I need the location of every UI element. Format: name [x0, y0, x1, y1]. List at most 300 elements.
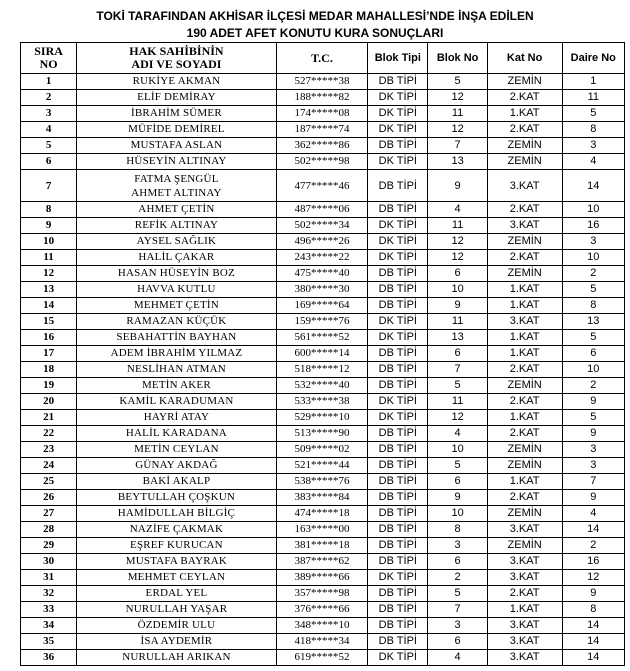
row-tc-cell: 174*****08: [276, 106, 367, 122]
row-blok-tipi-cell: DB TİPİ: [368, 362, 428, 378]
row-kat-no-cell: ZEMİN: [487, 538, 562, 554]
row-name-cell: ELİF DEMİRAY: [77, 90, 277, 106]
document-title-line-2: 190 ADET AFET KONUTU KURA SONUÇLARI: [186, 26, 444, 40]
row-blok-no-cell: 12: [428, 234, 487, 250]
row-daire-no-cell: 6: [562, 346, 624, 362]
header-sira-line1: SIRA: [34, 44, 63, 58]
row-daire-no-cell: 3: [562, 234, 624, 250]
row-sira-cell: 26: [21, 490, 77, 506]
row-sira-cell: 24: [21, 458, 77, 474]
row-blok-tipi-cell: DB TİPİ: [368, 554, 428, 570]
row-name-cell: NAZİFE ÇAKMAK: [77, 522, 277, 538]
row-name-cell: BEYTULLAH ÇOŞKUN: [77, 490, 277, 506]
row-kat-no-cell: 1.KAT: [487, 282, 562, 298]
row-sira-cell: 33: [21, 602, 77, 618]
table-row: [21, 234, 625, 250]
row-blok-tipi-cell: DB TİPİ: [368, 426, 428, 442]
table-row: [21, 202, 625, 218]
row-tc-cell: 477*****46: [276, 170, 367, 202]
row-blok-tipi-cell: DK TİPİ: [368, 394, 428, 410]
row-kat-no-cell: ZEMİN: [487, 506, 562, 522]
document-title-line-1: TOKİ TARAFINDAN AKHİSAR İLÇESİ MEDAR MAHALLESİ’NDE İNŞA EDİLEN: [96, 9, 534, 23]
row-tc-cell: 243*****22: [276, 250, 367, 266]
row-sira-cell: 8: [21, 202, 77, 218]
row-blok-no-cell: 13: [428, 154, 487, 170]
row-name-cell: RAMAZAN KÜÇÜK: [77, 314, 277, 330]
row-blok-tipi-cell: DB TİPİ: [368, 586, 428, 602]
table-row: [21, 298, 625, 314]
row-blok-tipi-cell: DB TİPİ: [368, 506, 428, 522]
row-kat-no-cell: ZEMİN: [487, 138, 562, 154]
row-blok-tipi-cell: DB TİPİ: [368, 266, 428, 282]
row-tc-cell: 513*****90: [276, 426, 367, 442]
row-kat-no-cell: 3.KAT: [487, 554, 562, 570]
row-blok-tipi-cell: DB TİPİ: [368, 138, 428, 154]
header-name: [77, 43, 277, 74]
row-sira-cell: 4: [21, 122, 77, 138]
row-name-cell: MUSTAFA ASLAN: [77, 138, 277, 154]
table-row: [21, 314, 625, 330]
row-blok-tipi-cell: DB TİPİ: [368, 202, 428, 218]
table-row: [21, 570, 625, 586]
row-kat-no-cell: ZEMİN: [487, 154, 562, 170]
row-blok-tipi-cell: DB TİPİ: [368, 170, 428, 202]
row-sira-cell: 23: [21, 442, 77, 458]
row-daire-no-cell: 3: [562, 138, 624, 154]
row-sira-cell: 36: [21, 650, 77, 666]
row-sira-cell: 27: [21, 506, 77, 522]
row-blok-no-cell: 5: [428, 74, 487, 90]
row-name-cell: EŞREF KURUCAN: [77, 538, 277, 554]
row-blok-tipi-cell: DK TİPİ: [368, 90, 428, 106]
row-kat-no-cell: 2.KAT: [487, 122, 562, 138]
row-blok-no-cell: 10: [428, 282, 487, 298]
row-name-cell: HAVVA KUTLU: [77, 282, 277, 298]
row-tc-cell: 383*****84: [276, 490, 367, 506]
table-row: [21, 74, 625, 90]
row-kat-no-cell: ZEMİN: [487, 234, 562, 250]
row-name-cell: NESLİHAN ATMAN: [77, 362, 277, 378]
row-name-cell: HALİL ÇAKAR: [77, 250, 277, 266]
row-kat-no-cell: 2.KAT: [487, 426, 562, 442]
row-name-cell: METİN AKER: [77, 378, 277, 394]
row-kat-no-cell: 1.KAT: [487, 298, 562, 314]
row-sira-cell: 7: [21, 170, 77, 202]
row-sira-cell: 15: [21, 314, 77, 330]
table-row: [21, 522, 625, 538]
row-sira-cell: 2: [21, 90, 77, 106]
row-blok-no-cell: 9: [428, 490, 487, 506]
row-daire-no-cell: 14: [562, 170, 624, 202]
row-tc-cell: 376*****66: [276, 602, 367, 618]
row-tc-cell: 418*****34: [276, 634, 367, 650]
row-blok-tipi-cell: DK TİPİ: [368, 234, 428, 250]
row-blok-no-cell: 11: [428, 218, 487, 234]
row-kat-no-cell: 3.KAT: [487, 634, 562, 650]
row-kat-no-cell: 3.KAT: [487, 314, 562, 330]
table-row: [21, 394, 625, 410]
row-blok-tipi-cell: DB TİPİ: [368, 458, 428, 474]
table-body: [21, 74, 625, 666]
row-daire-no-cell: 9: [562, 426, 624, 442]
row-blok-tipi-cell: DB TİPİ: [368, 634, 428, 650]
row-name-cell: HAMİDULLAH BİLGİÇ: [77, 506, 277, 522]
row-sira-cell: 13: [21, 282, 77, 298]
row-blok-tipi-cell: DK TİPİ: [368, 218, 428, 234]
row-daire-no-cell: 2: [562, 538, 624, 554]
row-kat-no-cell: 3.KAT: [487, 650, 562, 666]
row-name-cell: İSA AYDEMİR: [77, 634, 277, 650]
row-tc-cell: 381*****18: [276, 538, 367, 554]
row-daire-no-cell: 14: [562, 650, 624, 666]
table-row: [21, 250, 625, 266]
row-tc-cell: 561*****52: [276, 330, 367, 346]
row-blok-no-cell: 10: [428, 442, 487, 458]
row-blok-no-cell: 4: [428, 426, 487, 442]
row-blok-no-cell: 12: [428, 90, 487, 106]
row-daire-no-cell: 4: [562, 154, 624, 170]
row-blok-no-cell: 10: [428, 506, 487, 522]
row-tc-cell: 474*****18: [276, 506, 367, 522]
row-tc-cell: 380*****30: [276, 282, 367, 298]
row-sira-cell: 25: [21, 474, 77, 490]
row-name-cell: MUSTAFA BAYRAK: [77, 554, 277, 570]
row-blok-tipi-cell: DK TİPİ: [368, 330, 428, 346]
row-tc-cell: 533*****38: [276, 394, 367, 410]
row-sira-cell: 10: [21, 234, 77, 250]
row-daire-no-cell: 14: [562, 522, 624, 538]
row-daire-no-cell: 7: [562, 474, 624, 490]
row-blok-tipi-cell: DB TİPİ: [368, 618, 428, 634]
row-sira-cell: 32: [21, 586, 77, 602]
row-kat-no-cell: 3.KAT: [487, 570, 562, 586]
row-blok-no-cell: 8: [428, 522, 487, 538]
table-row: [21, 538, 625, 554]
row-kat-no-cell: ZEMİN: [487, 442, 562, 458]
row-tc-cell: 348*****10: [276, 618, 367, 634]
row-blok-no-cell: 6: [428, 266, 487, 282]
table-row: [21, 442, 625, 458]
row-name-cell: AYSEL SAĞLIK: [77, 234, 277, 250]
table-row: [21, 458, 625, 474]
row-blok-tipi-cell: DB TİPİ: [368, 490, 428, 506]
row-daire-no-cell: 10: [562, 202, 624, 218]
row-sira-cell: 21: [21, 410, 77, 426]
row-name-cell: SEBAHATTİN BAYHAN: [77, 330, 277, 346]
table-row: [21, 506, 625, 522]
row-blok-no-cell: 2: [428, 570, 487, 586]
row-blok-tipi-cell: DK TİPİ: [368, 570, 428, 586]
row-blok-tipi-cell: DB TİPİ: [368, 378, 428, 394]
row-kat-no-cell: ZEMİN: [487, 266, 562, 282]
row-daire-no-cell: 11: [562, 90, 624, 106]
table-row: [21, 218, 625, 234]
row-blok-no-cell: 5: [428, 378, 487, 394]
table-row: [21, 586, 625, 602]
row-blok-tipi-cell: DK TİPİ: [368, 154, 428, 170]
table-row: [21, 602, 625, 618]
row-kat-no-cell: 2.KAT: [487, 490, 562, 506]
row-name-cell: GÜNAY AKDAĞ: [77, 458, 277, 474]
row-name-cell: HALİL KARADANA: [77, 426, 277, 442]
row-blok-no-cell: 7: [428, 362, 487, 378]
row-tc-cell: 600*****14: [276, 346, 367, 362]
row-daire-no-cell: 16: [562, 218, 624, 234]
table-row: [21, 266, 625, 282]
row-tc-cell: 527*****38: [276, 74, 367, 90]
row-sira-cell: 14: [21, 298, 77, 314]
row-tc-cell: 169*****64: [276, 298, 367, 314]
row-sira-cell: 1: [21, 74, 77, 90]
row-blok-no-cell: 7: [428, 138, 487, 154]
row-kat-no-cell: 2.KAT: [487, 90, 562, 106]
row-tc-cell: 538*****76: [276, 474, 367, 490]
row-kat-no-cell: ZEMİN: [487, 74, 562, 90]
row-tc-cell: 521*****44: [276, 458, 367, 474]
row-sira-cell: 19: [21, 378, 77, 394]
row-name-line1: FATMA ŞENGÜL: [134, 172, 219, 185]
row-daire-no-cell: 5: [562, 330, 624, 346]
row-blok-no-cell: 11: [428, 314, 487, 330]
row-blok-no-cell: 11: [428, 106, 487, 122]
table-row: [21, 378, 625, 394]
row-name-cell: HÜSEYİN ALTINAY: [77, 154, 277, 170]
row-daire-no-cell: 12: [562, 570, 624, 586]
row-daire-no-cell: 9: [562, 586, 624, 602]
row-name-cell: MEHMET CEYLAN: [77, 570, 277, 586]
row-daire-no-cell: 16: [562, 554, 624, 570]
row-tc-cell: 509*****02: [276, 442, 367, 458]
row-daire-no-cell: 1: [562, 74, 624, 90]
row-kat-no-cell: 2.KAT: [487, 362, 562, 378]
table-row: [21, 170, 625, 202]
header-sira-line2: NO: [39, 57, 58, 71]
row-kat-no-cell: ZEMİN: [487, 378, 562, 394]
row-daire-no-cell: 4: [562, 506, 624, 522]
row-daire-no-cell: 3: [562, 442, 624, 458]
row-daire-no-cell: 13: [562, 314, 624, 330]
row-name-cell: KAMİL KARADUMAN: [77, 394, 277, 410]
table-row: [21, 346, 625, 362]
row-blok-tipi-cell: DK TİPİ: [368, 250, 428, 266]
row-blok-no-cell: 3: [428, 538, 487, 554]
row-tc-cell: 187*****74: [276, 122, 367, 138]
row-daire-no-cell: 3: [562, 458, 624, 474]
row-name-cell: ÖZDEMİR ULU: [77, 618, 277, 634]
row-name-cell: METİN CEYLAN: [77, 442, 277, 458]
row-sira-cell: 17: [21, 346, 77, 362]
row-kat-no-cell: 1.KAT: [487, 602, 562, 618]
row-name-line2: AHMET ALTINAY: [131, 186, 222, 199]
table-row: [21, 362, 625, 378]
row-blok-no-cell: 3: [428, 618, 487, 634]
row-sira-cell: 12: [21, 266, 77, 282]
row-name-cell: MEHMET ÇETİN: [77, 298, 277, 314]
row-sira-cell: 16: [21, 330, 77, 346]
row-daire-no-cell: 5: [562, 106, 624, 122]
row-sira-cell: 9: [21, 218, 77, 234]
row-blok-tipi-cell: DB TİPİ: [368, 522, 428, 538]
table-row: [21, 106, 625, 122]
row-name-cell: REFİK ALTINAY: [77, 218, 277, 234]
row-daire-no-cell: 2: [562, 378, 624, 394]
row-tc-cell: 475*****40: [276, 266, 367, 282]
row-blok-no-cell: 4: [428, 202, 487, 218]
row-name-cell: HASAN HÜSEYİN BOZ: [77, 266, 277, 282]
row-kat-no-cell: 2.KAT: [487, 586, 562, 602]
row-name-cell: AHMET ÇETİN: [77, 202, 277, 218]
row-blok-no-cell: 6: [428, 474, 487, 490]
row-kat-no-cell: 1.KAT: [487, 474, 562, 490]
row-daire-no-cell: 2: [562, 266, 624, 282]
row-tc-cell: 387*****62: [276, 554, 367, 570]
row-daire-no-cell: 9: [562, 394, 624, 410]
header-sira-no: [21, 43, 77, 74]
row-sira-cell: 6: [21, 154, 77, 170]
row-blok-no-cell: 7: [428, 602, 487, 618]
row-sira-cell: 29: [21, 538, 77, 554]
row-daire-no-cell: 10: [562, 250, 624, 266]
table-row: [21, 154, 625, 170]
row-kat-no-cell: 1.KAT: [487, 106, 562, 122]
row-sira-cell: 18: [21, 362, 77, 378]
row-blok-tipi-cell: DK TİPİ: [368, 314, 428, 330]
table-row: [21, 650, 625, 666]
row-blok-tipi-cell: DB TİPİ: [368, 474, 428, 490]
row-sira-cell: 5: [21, 138, 77, 154]
row-kat-no-cell: 3.KAT: [487, 618, 562, 634]
row-blok-no-cell: 12: [428, 122, 487, 138]
row-sira-cell: 11: [21, 250, 77, 266]
row-blok-tipi-cell: DK TİPİ: [368, 650, 428, 666]
row-tc-cell: 188*****82: [276, 90, 367, 106]
row-sira-cell: 30: [21, 554, 77, 570]
row-name-cell: MÜFİDE DEMİREL: [77, 122, 277, 138]
row-daire-no-cell: 5: [562, 282, 624, 298]
row-tc-cell: 532*****40: [276, 378, 367, 394]
header-blok-no: Blok No: [428, 43, 487, 74]
row-name-cell: RUKİYE AKMAN: [77, 74, 277, 90]
row-sira-cell: 28: [21, 522, 77, 538]
table-header-row: [21, 43, 625, 74]
header-name-line2: ADI VE SOYADI: [131, 57, 222, 71]
table-row: [21, 426, 625, 442]
results-table: [20, 42, 625, 666]
row-kat-no-cell: 2.KAT: [487, 394, 562, 410]
row-blok-no-cell: 6: [428, 634, 487, 650]
header-tc: T.C.: [276, 43, 367, 74]
row-daire-no-cell: 9: [562, 490, 624, 506]
table-row: [21, 634, 625, 650]
row-tc-cell: 357*****98: [276, 586, 367, 602]
row-daire-no-cell: 14: [562, 618, 624, 634]
row-kat-no-cell: 3.KAT: [487, 170, 562, 202]
row-tc-cell: 496*****26: [276, 234, 367, 250]
row-tc-cell: 518*****12: [276, 362, 367, 378]
table-row: [21, 490, 625, 506]
row-kat-no-cell: 1.KAT: [487, 346, 562, 362]
row-sira-cell: 35: [21, 634, 77, 650]
row-kat-no-cell: 2.KAT: [487, 250, 562, 266]
row-daire-no-cell: 8: [562, 122, 624, 138]
row-kat-no-cell: ZEMİN: [487, 458, 562, 474]
row-blok-no-cell: 6: [428, 346, 487, 362]
row-tc-cell: 362*****86: [276, 138, 367, 154]
row-tc-cell: 529*****10: [276, 410, 367, 426]
table-row: [21, 410, 625, 426]
row-tc-cell: 389*****66: [276, 570, 367, 586]
header-daire-no: Daire No: [562, 43, 624, 74]
row-sira-cell: 34: [21, 618, 77, 634]
table-row: [21, 90, 625, 106]
row-blok-tipi-cell: DB TİPİ: [368, 442, 428, 458]
row-blok-no-cell: 5: [428, 458, 487, 474]
row-daire-no-cell: 8: [562, 298, 624, 314]
row-blok-tipi-cell: DB TİPİ: [368, 538, 428, 554]
row-kat-no-cell: 3.KAT: [487, 218, 562, 234]
row-sira-cell: 20: [21, 394, 77, 410]
row-name-cell: ADEM İBRAHİM YILMAZ: [77, 346, 277, 362]
row-sira-cell: 22: [21, 426, 77, 442]
row-kat-no-cell: 3.KAT: [487, 522, 562, 538]
row-blok-no-cell: 5: [428, 586, 487, 602]
table-row: [21, 138, 625, 154]
row-name-cell: NURULLAH YAŞAR: [77, 602, 277, 618]
row-tc-cell: 619*****52: [276, 650, 367, 666]
row-tc-cell: 163*****00: [276, 522, 367, 538]
row-kat-no-cell: 2.KAT: [487, 202, 562, 218]
header-name-line1: HAK SAHİBİNİN: [129, 44, 224, 58]
row-daire-no-cell: 8: [562, 602, 624, 618]
table-row: [21, 554, 625, 570]
row-blok-no-cell: 9: [428, 298, 487, 314]
table-row: [21, 618, 625, 634]
row-blok-tipi-cell: DB TİPİ: [368, 298, 428, 314]
row-tc-cell: 502*****98: [276, 154, 367, 170]
row-name-cell: NURULLAH ARIKAN: [77, 650, 277, 666]
row-tc-cell: 159*****76: [276, 314, 367, 330]
row-name-cell: ERDAL YEL: [77, 586, 277, 602]
row-name-cell: BAKİ AKALP: [77, 474, 277, 490]
row-blok-tipi-cell: DK TİPİ: [368, 106, 428, 122]
header-blok-tipi: Blok Tipi: [368, 43, 428, 74]
row-blok-tipi-cell: DK TİPİ: [368, 122, 428, 138]
row-blok-no-cell: 12: [428, 250, 487, 266]
row-daire-no-cell: 5: [562, 410, 624, 426]
table-row: [21, 122, 625, 138]
row-sira-cell: 3: [21, 106, 77, 122]
row-name-cell: HAYRİ ATAY: [77, 410, 277, 426]
table-row: [21, 282, 625, 298]
row-blok-no-cell: 9: [428, 170, 487, 202]
row-blok-no-cell: 4: [428, 650, 487, 666]
table-row: [21, 474, 625, 490]
header-kat-no: Kat No: [487, 43, 562, 74]
row-blok-tipi-cell: DB TİPİ: [368, 74, 428, 90]
row-tc-cell: 487*****06: [276, 202, 367, 218]
row-blok-tipi-cell: DB TİPİ: [368, 346, 428, 362]
row-tc-cell: 502*****34: [276, 218, 367, 234]
row-blok-no-cell: 6: [428, 554, 487, 570]
row-daire-no-cell: 10: [562, 362, 624, 378]
row-blok-tipi-cell: DB TİPİ: [368, 602, 428, 618]
row-daire-no-cell: 14: [562, 634, 624, 650]
row-blok-no-cell: 12: [428, 410, 487, 426]
row-blok-tipi-cell: DK TİPİ: [368, 410, 428, 426]
row-blok-no-cell: 11: [428, 394, 487, 410]
row-kat-no-cell: 1.KAT: [487, 410, 562, 426]
row-blok-tipi-cell: DB TİPİ: [368, 282, 428, 298]
